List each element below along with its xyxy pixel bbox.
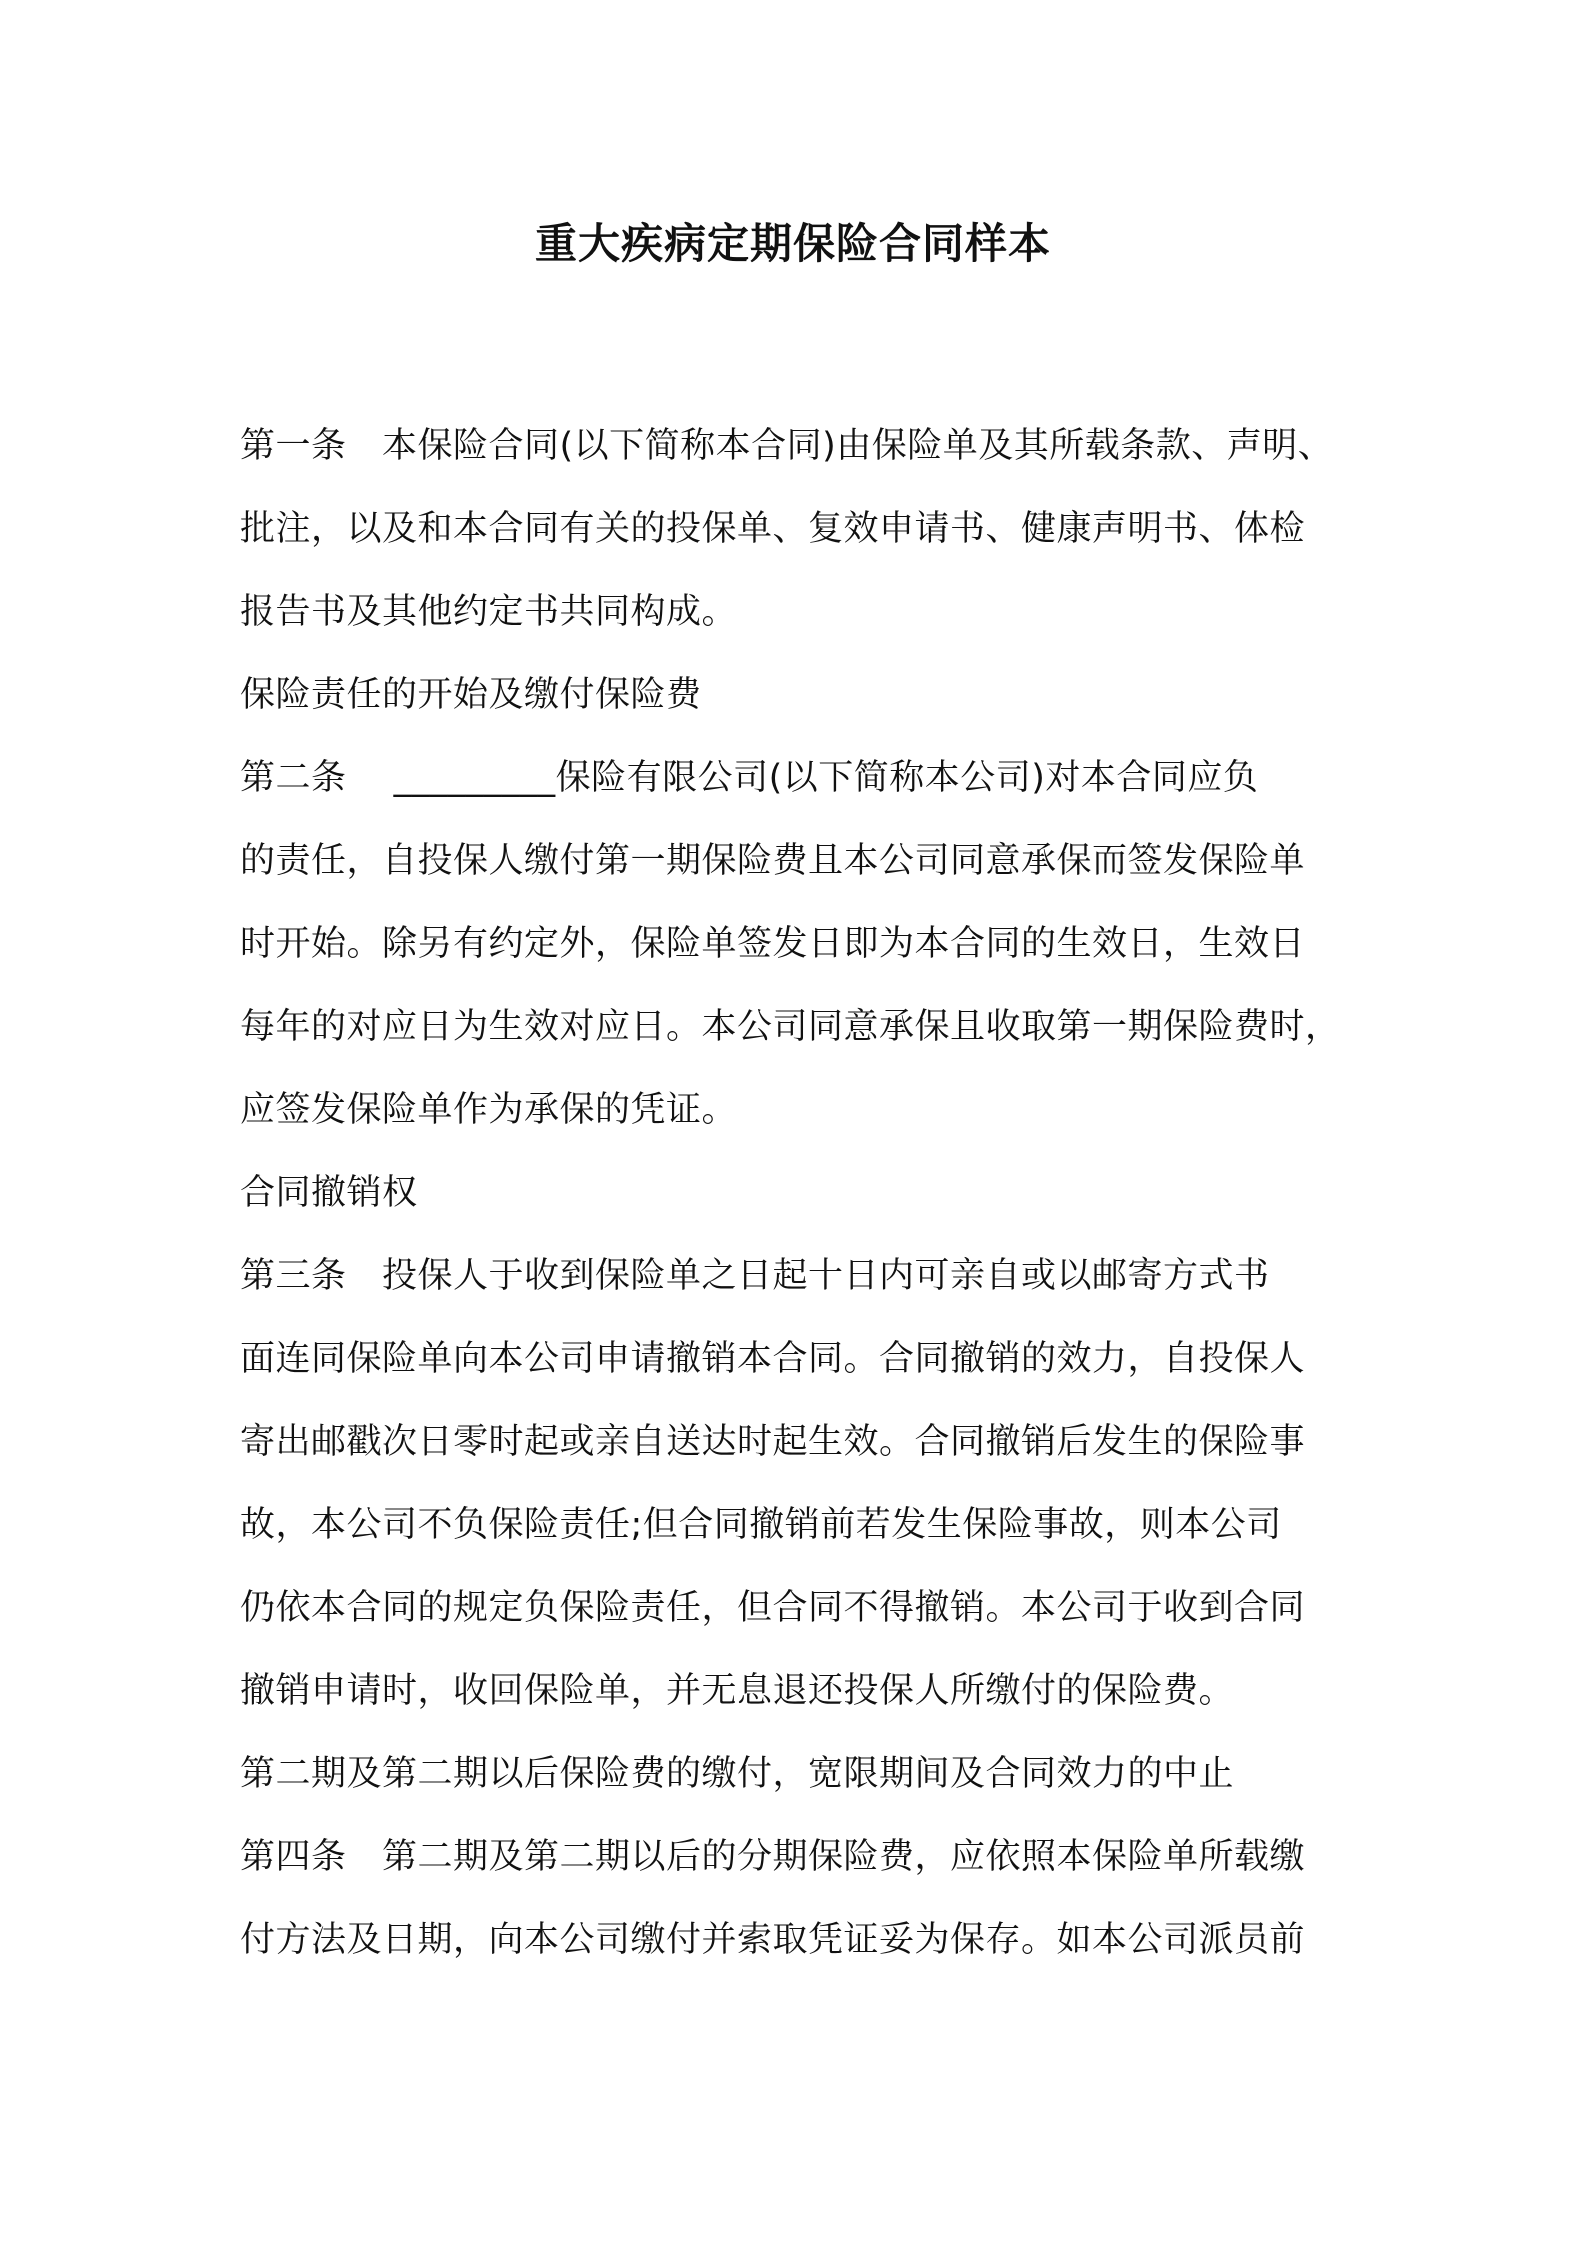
body-line: 撤销申请时，收回保险单，并无息退还投保人所缴付的保险费。 (240, 1671, 1235, 1711)
document-title: 重大疾病定期保险合同样本 (534, 219, 1051, 268)
body-line: 应签发保险单作为承保的凭证。 (240, 1090, 738, 1130)
body-line: 的责任，自投保人缴付第一期保险费且本公司同意承保而签发保险单 (240, 841, 1306, 881)
section-heading: 合同撤销权 (240, 1173, 418, 1213)
body-line: 故，本公司不负保险责任;但合同撤销前若发生保险事故，则本公司 (240, 1505, 1282, 1545)
body-line: 报告书及其他约定书共同构成。 (240, 592, 738, 632)
body-line: 第四条 第二期及第二期以后的分期保险费，应依照本保险单所载缴 (240, 1837, 1306, 1877)
body-line: 时开始。除另有约定外，保险单签发日即为本合同的生效日，生效日 (240, 924, 1306, 964)
document-body (240, 405, 1380, 1982)
body-line: 寄出邮戳次日零时起或亲自送达时起生效。合同撤销后发生的保险事 (240, 1422, 1306, 1462)
body-line: 面连同保险单向本公司申请撤销本合同。合同撤销的效力，自投保人 (240, 1339, 1306, 1379)
section-heading: 第二期及第二期以后保险费的缴付，宽限期间及合同效力的中止 (240, 1754, 1235, 1794)
body-line: 每年的对应日为生效对应日。本公司同意承保且收取第一期保险费时， (240, 1007, 1341, 1047)
body-line: 仍依本合同的规定负保险责任，但合同不得撤销。本公司于收到合同 (240, 1588, 1306, 1628)
body-line: 第一条 本保险合同(以下简称本合同)由保险单及其所载条款、声明、 (240, 426, 1334, 466)
section-heading: 保险责任的开始及缴付保险费 (240, 675, 702, 715)
body-line: 付方法及日期，向本公司缴付并索取凭证妥为保存。如本公司派员前 (240, 1920, 1306, 1960)
body-line: 批注，以及和本合同有关的投保单、复效申请书、健康声明书、体检 (240, 509, 1306, 549)
body-line: 第三条 投保人于收到保险单之日起十日内可亲自或以邮寄方式书 (240, 1256, 1270, 1296)
body-line: 第二条 _________保险有限公司(以下简称本公司)对本合同应负 (240, 758, 1259, 798)
